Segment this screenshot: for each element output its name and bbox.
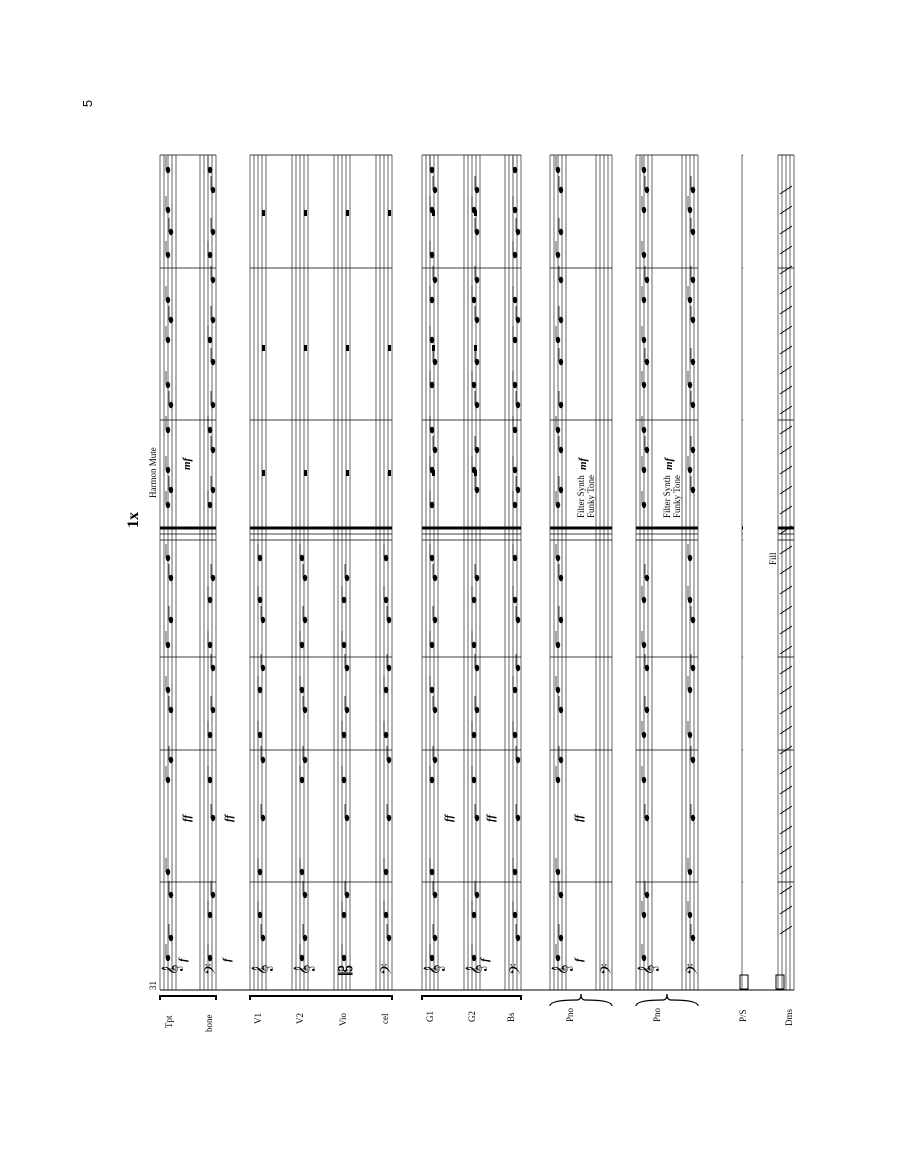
measure-rest [262, 345, 265, 351]
clef-icon: 𝄢 [684, 963, 705, 975]
instrument-label-cel: cel [380, 1013, 390, 1024]
note [387, 804, 391, 821]
note [303, 606, 307, 623]
note [261, 804, 265, 821]
note [303, 746, 307, 763]
note [433, 696, 437, 713]
instrument-label-pno1: Pno [565, 1007, 575, 1022]
note [691, 266, 695, 283]
note [559, 218, 563, 235]
staff-pno1-lower [596, 155, 612, 990]
note [516, 924, 520, 941]
note [208, 241, 212, 258]
measure-number: 31 [148, 981, 158, 990]
note [513, 901, 517, 918]
note [430, 631, 434, 648]
note [211, 881, 215, 898]
note [472, 371, 476, 388]
bracket [250, 996, 392, 1000]
note [645, 266, 649, 283]
note [475, 564, 479, 581]
note [691, 306, 695, 323]
measure-rest [432, 470, 435, 476]
measure-rest [304, 470, 307, 476]
note [475, 696, 479, 713]
note [384, 676, 388, 693]
note [433, 436, 437, 453]
note [345, 881, 349, 898]
note [433, 606, 437, 623]
note [430, 944, 434, 961]
note [300, 766, 304, 783]
note [475, 654, 479, 671]
note [691, 804, 695, 821]
note [433, 266, 437, 283]
note [513, 416, 517, 433]
note [475, 266, 479, 283]
dynamic-ff-bone: ff [223, 814, 235, 822]
clef-icon: 𝄞 [294, 964, 315, 975]
clef-icon: 𝄞 [638, 964, 659, 975]
note [211, 436, 215, 453]
clef-icon: 𝄢 [507, 963, 528, 975]
note [433, 564, 437, 581]
note [559, 746, 563, 763]
note [472, 631, 476, 648]
note [513, 286, 517, 303]
measure-rest [388, 470, 391, 476]
note [208, 631, 212, 648]
note [472, 721, 476, 738]
note [258, 544, 262, 561]
note [433, 176, 437, 193]
instrument-label-bone: bone [204, 1014, 214, 1032]
note [430, 241, 434, 258]
staff-pno2-lower [682, 155, 698, 990]
dynamic-f-tpt: f [177, 958, 189, 962]
note [169, 306, 173, 323]
clef-icon: 𝄞 [552, 964, 573, 975]
note [513, 156, 517, 173]
clef-icon: 𝄢 [202, 963, 223, 975]
dynamic-mf-pno1: mf [577, 457, 589, 470]
note [472, 901, 476, 918]
note [645, 564, 649, 581]
note [559, 306, 563, 323]
note [342, 901, 346, 918]
note [691, 654, 695, 671]
bracket [160, 996, 216, 1000]
note [559, 881, 563, 898]
instrument-label-tpt: Tpt [164, 1015, 174, 1028]
note [208, 721, 212, 738]
note [303, 881, 307, 898]
note [516, 654, 520, 671]
note [516, 391, 520, 408]
clef-icon: 𝄞 [466, 964, 487, 975]
note [513, 586, 517, 603]
note [430, 491, 434, 508]
instrument-label-g1: G1 [425, 1011, 435, 1022]
note [475, 391, 479, 408]
note [387, 746, 391, 763]
dynamic-mf-tpt: mf [181, 457, 193, 470]
staff-vio [334, 155, 350, 990]
note [691, 746, 695, 763]
funky-tone-text-2: Funky Tone [672, 475, 682, 518]
note [211, 176, 215, 193]
measure-rest [346, 345, 349, 351]
note [645, 436, 649, 453]
note [559, 476, 563, 493]
note [472, 586, 476, 603]
note [384, 721, 388, 738]
instrument-label-pno2: Pno [652, 1007, 662, 1022]
note [345, 696, 349, 713]
note [472, 286, 476, 303]
note [691, 176, 695, 193]
note [430, 156, 434, 173]
note [300, 544, 304, 561]
measure-rest [304, 345, 307, 351]
note [211, 476, 215, 493]
measure-rest [474, 210, 477, 216]
note [691, 606, 695, 623]
note [513, 491, 517, 508]
staff-tpt [160, 155, 176, 990]
note [342, 944, 346, 961]
dynamic-ff-g2: ff [485, 814, 497, 822]
clef-icon: 𝄞 [252, 964, 273, 975]
note [559, 266, 563, 283]
note [345, 654, 349, 671]
instrument-label-bs: Bs [506, 1012, 516, 1022]
dynamic-f-pno1: f [573, 958, 585, 962]
note [384, 586, 388, 603]
note [300, 858, 304, 875]
staff-dms [778, 155, 794, 990]
percussion-clef-icon [776, 975, 784, 989]
note [342, 631, 346, 648]
measure-rest [388, 210, 391, 216]
note [430, 858, 434, 875]
note [430, 326, 434, 343]
instrument-label-ps: P/S [738, 1009, 748, 1022]
note [475, 804, 479, 821]
note [387, 924, 391, 941]
note [300, 676, 304, 693]
note [211, 696, 215, 713]
note [559, 391, 563, 408]
note [169, 696, 173, 713]
note [430, 416, 434, 433]
note [645, 654, 649, 671]
note [211, 564, 215, 581]
note [261, 746, 265, 763]
note [559, 696, 563, 713]
piano-brace [550, 994, 612, 1006]
note [559, 606, 563, 623]
note [475, 306, 479, 323]
staff-pno2-upper [636, 155, 652, 990]
measure-rest [474, 470, 477, 476]
note [513, 326, 517, 343]
note [645, 348, 649, 365]
note [559, 924, 563, 941]
note [261, 924, 265, 941]
note [513, 721, 517, 738]
note [691, 218, 695, 235]
note [211, 804, 215, 821]
note [169, 606, 173, 623]
note [342, 766, 346, 783]
note [211, 306, 215, 323]
note [472, 944, 476, 961]
note [475, 218, 479, 235]
measure-rest [262, 210, 265, 216]
note [559, 176, 563, 193]
note [211, 391, 215, 408]
note [559, 348, 563, 365]
note [345, 804, 349, 821]
note [208, 326, 212, 343]
note [169, 924, 173, 941]
note [258, 901, 262, 918]
note [345, 564, 349, 581]
note [475, 881, 479, 898]
percussion-clef-icon [740, 975, 748, 989]
note [303, 924, 307, 941]
note [208, 766, 212, 783]
note [384, 901, 388, 918]
instrument-label-g2: G2 [467, 1011, 477, 1022]
note [169, 564, 173, 581]
clef-icon: 𝄢 [598, 963, 619, 975]
note [303, 696, 307, 713]
filter-synth-text-2: Filter Synth [662, 475, 672, 518]
note [211, 654, 215, 671]
measure-rest [388, 345, 391, 351]
note [472, 766, 476, 783]
note [261, 606, 265, 623]
measure-rest [346, 210, 349, 216]
measure-rest [432, 210, 435, 216]
note [342, 721, 346, 738]
note [300, 944, 304, 961]
note [208, 416, 212, 433]
note [691, 476, 695, 493]
note [433, 924, 437, 941]
harmon-mute-text: Harmon Mute [148, 447, 158, 498]
note [430, 286, 434, 303]
dynamic-f-bone: f [221, 958, 233, 962]
note [691, 924, 695, 941]
note [208, 944, 212, 961]
note [433, 881, 437, 898]
note [645, 696, 649, 713]
note [384, 544, 388, 561]
note [169, 746, 173, 763]
clef-icon: 𝄞 [162, 964, 183, 975]
note [513, 371, 517, 388]
note [258, 858, 262, 875]
note [169, 476, 173, 493]
bracket [422, 996, 521, 1000]
note [645, 881, 649, 898]
note [303, 564, 307, 581]
note [513, 241, 517, 258]
clef-icon: 𝄢 [378, 963, 399, 975]
note [211, 266, 215, 283]
note [475, 476, 479, 493]
note [169, 391, 173, 408]
note [258, 586, 262, 603]
note [208, 901, 212, 918]
staff-pno1-upper [550, 155, 566, 990]
note [559, 436, 563, 453]
note [691, 348, 695, 365]
note [516, 606, 520, 623]
note [261, 654, 265, 671]
dynamic-ff-pno1: ff [573, 814, 585, 822]
funky-tone-text-1: Funky Tone [586, 475, 596, 518]
note [433, 746, 437, 763]
note [475, 176, 479, 193]
note [645, 176, 649, 193]
dynamic-ff-tpt: ff [181, 814, 193, 822]
note [691, 436, 695, 453]
note [430, 371, 434, 388]
note [211, 218, 215, 235]
page-number: 5 [80, 99, 96, 108]
note [430, 766, 434, 783]
measure-rest [346, 470, 349, 476]
instrument-label-vio: Vio [338, 1013, 348, 1026]
section-label: 1x [125, 512, 142, 528]
note [513, 676, 517, 693]
instrument-label-v1: V1 [253, 1013, 263, 1024]
filter-synth-text-1: Filter Synth [576, 475, 586, 518]
note [516, 476, 520, 493]
note [516, 804, 520, 821]
note [211, 348, 215, 365]
note [430, 544, 434, 561]
note [645, 804, 649, 821]
note [384, 858, 388, 875]
note [516, 746, 520, 763]
instrument-label-v2: V2 [295, 1013, 305, 1024]
instrument-label-dms: Dms [784, 1008, 794, 1026]
measure-rest [474, 345, 477, 351]
note [559, 564, 563, 581]
measure-rest [262, 470, 265, 476]
note [342, 586, 346, 603]
note [208, 491, 212, 508]
note [513, 858, 517, 875]
clef-icon: 𝄡 [336, 964, 357, 975]
note [513, 196, 517, 213]
dynamic-mf-pno2: mf [663, 457, 675, 470]
dynamic-ff-g1: ff [443, 814, 455, 822]
note [516, 306, 520, 323]
note [513, 456, 517, 473]
fill-text: Fill [768, 552, 778, 565]
note [475, 436, 479, 453]
note [430, 676, 434, 693]
dynamic-f-g2: f [479, 958, 491, 962]
measure-rest [432, 345, 435, 351]
note [258, 721, 262, 738]
note [208, 156, 212, 173]
note [300, 631, 304, 648]
note [208, 586, 212, 603]
note [387, 606, 391, 623]
note [169, 218, 173, 235]
note [691, 391, 695, 408]
note [516, 218, 520, 235]
note [258, 676, 262, 693]
piano-brace [636, 994, 698, 1006]
note [513, 544, 517, 561]
note [387, 654, 391, 671]
clef-icon: 𝄞 [424, 964, 445, 975]
measure-rest [304, 210, 307, 216]
note [169, 881, 173, 898]
